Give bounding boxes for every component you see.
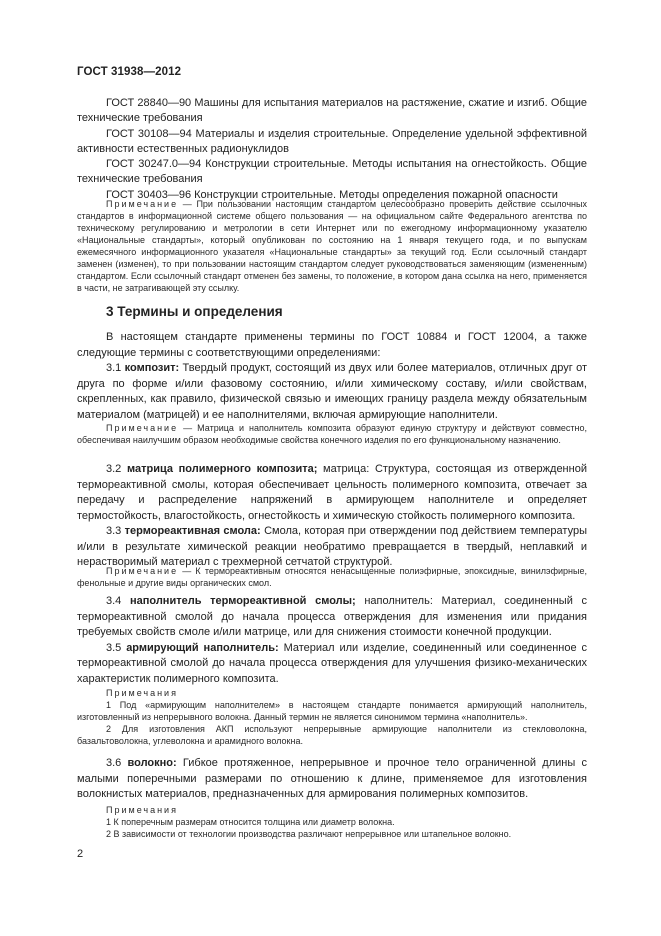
term-name: волокно:	[127, 757, 177, 769]
term-name: термореактивная смола:	[124, 525, 261, 537]
term-3-5: 3.5 армирующий наполнитель: Материал или изделие, соединенный или соединенное с термореактивной смолой до начала процесса отверждения для улучшения физико-механических характеристик полимерного композита.	[77, 641, 587, 685]
note-label: Примечание	[106, 566, 179, 576]
notes-label: Примечания	[106, 688, 178, 698]
term-3-6: 3.6 волокно: Гибкое протяженное, непрерывное и прочное тело ограниченной длины с малыми поперечными размерами по отношению к длине, применяемое для изготовления волокнистых материалов, предназначенных для армирования полимерных композитов.	[77, 757, 587, 800]
references-note	[77, 198, 587, 294]
note-item: 1 К поперечным размерам относится толщина или диаметр волокна.	[106, 817, 395, 827]
normative-references	[77, 96, 587, 203]
section-intro: В настоящем стандарте применены термины по ГОСТ 10884 и ГОСТ 12004, а также следующие термины с соответствующими определениями:	[77, 331, 587, 359]
term-3-1: 3.1 композит: Твердый продукт, состоящий из двух или более материалов, отличных друг от друга по форме и/или фазовому состоянию, и/или химическому составу, и/или свойствам, скрепленных, как правило, физической связью и имеющих границу раздела между обязательным материалом (матрицей) и ее наполнителями, включая армирующие наполнители.	[77, 362, 588, 421]
term-3-4: 3.4 наполнитель термореактивной смолы; наполнитель: Материал, соединенный с термореактивной смолой до начала процесса отверждения для изменения или придания требуемых свойств смоле и/или матрице, или для снижения стоимости конечной продукции.	[77, 595, 587, 638]
document-header: ГОСТ 31938—2012	[77, 66, 182, 78]
note-label: Примечание	[106, 199, 179, 209]
reference-item: ГОСТ 30247.0—94 Конструкции строительные. Методы испытания на огнестойкость. Общие технические требования	[77, 158, 587, 186]
note-label: Примечание	[106, 423, 179, 433]
note-item: 1 Под «армирующим наполнителем» в настоящем стандарте понимается армирующий наполнитель, изготовленный из непрерывного волокна. Данный термин не является синонимом термина «наполнитель».	[77, 700, 587, 722]
term-name: композит:	[124, 362, 180, 374]
note-item: 2 Для изготовления АКП используют непрерывные армирующие наполнители из стекловолокна, базальтоволокна, углеволокна и арамидного волокна.	[77, 724, 587, 746]
term-name: армирующий наполнитель:	[126, 641, 279, 654]
note-3-1: Примечание — Матрица и наполнитель композита образуют единую структуру и действуют совместно, обеспечивая наилучшим образом необходимые свойства конечного изделия по его функциональному назначению.	[77, 423, 587, 445]
reference-item: ГОСТ 30403—96 Конструкции строительные. Методы определения пожарной опасности	[106, 188, 558, 201]
page-number: 2	[77, 848, 84, 860]
reference-item: ГОСТ 28840—90 Машины для испытания материалов на растяжение, сжатие и изгиб. Общие технические требования	[77, 97, 587, 125]
term-3-2: 3.2 матрица полимерного композита; матрица: Структура, состоящая из отвержденной термореактивной смолы, которая обеспечивает цельность полимерного композита, отвечает за передачу и распределение напряжений в армирующем наполнителе и определяет термостойкость, влагостойкость, огнестойкость и химическую стойкость полимерного композита.	[77, 463, 587, 522]
notes-3-6	[77, 804, 587, 840]
notes-3-5	[77, 687, 587, 747]
term-name: наполнитель термореактивной смолы;	[129, 595, 356, 607]
term-name: матрица полимерного композита;	[126, 463, 318, 475]
notes-label: Примечания	[106, 805, 178, 815]
note-3-3: Примечание — К термореактивным относятся ненасыщенные полиэфирные, эпоксидные, винилэфирные, фенольные и другие виды органических смол.	[77, 566, 587, 588]
note-item: 2 В зависимости от технологии производства различают непрерывное или штапельное волокно.	[106, 829, 512, 839]
terms-block-3	[77, 594, 587, 687]
reference-item: ГОСТ 30108—94 Материалы и изделия строительные. Определение удельной эффективной активности естественных радионуклидов	[77, 127, 587, 155]
terms-block-4	[77, 756, 587, 803]
note-text: — При пользовании настоящим стандартом целесообразно проверить действие ссылочных стандартов в информационной системе общего пользования — на официальном сайте Федерального агентства по техническому регулированию и метрологии в сети Интернет или по ежегодному информационному указателю «Национальные стандарты», который опубликован по состоянию на 1 января текущего года, и по выпускам ежемесячного информационного указателя «Национальные стандарты» за текущий год. Если ссылочный стандарт заменен (изменен), то при пользовании настоящим стандартом следует руководствоваться заменяющим (измененным) стандартом. Если ссылочный стандарт отменен без замены, то положение, в котором дана ссылка на него, применяется в части, не затрагивающей эту ссылку.	[77, 199, 587, 293]
section-title: 3 Термины и определения	[106, 304, 283, 319]
terms-block-2	[77, 462, 587, 571]
terms-block-1	[77, 330, 587, 423]
term-3-3: 3.3 термореактивная смола: Смола, которая при отверждении под действием температуры и/или в результате химической реакции необратимо превращается в твердый, неплавкий и нерастворимый материал с трехмерной сетчатой структурой.	[77, 525, 587, 568]
